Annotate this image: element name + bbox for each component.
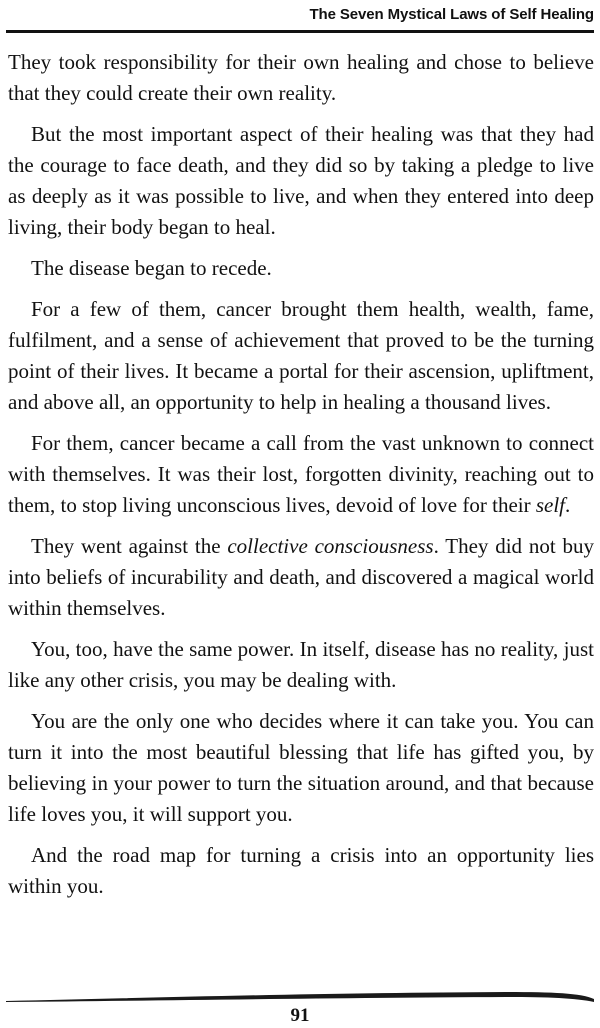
header-rule	[6, 30, 594, 33]
emphasis-collective-consciousness: collective consciousness	[227, 534, 434, 558]
paragraph-collective-consciousness	[8, 531, 594, 624]
footer-swash-rule	[6, 990, 594, 1004]
paragraph-only-one-decides: You are the only one who decides where it can take you. You can turn it into the most beautiful blessing that life has gifted you, by believing in your power to turn the situation around, and that because life loves you, it will support you.	[8, 709, 594, 826]
running-head-title: The Seven Mystical Laws of Self Healing	[309, 6, 594, 23]
paragraph-call-text: For them, cancer became a call from the vast unknown to connect with themselves. It was their lost, forgotten divinity, reaching out to them, to stop living unconscious lives, devoid of love for their	[8, 431, 594, 517]
paragraph-call-end: .	[565, 493, 571, 517]
paragraph-same-power: You, too, have the same power. In itself, disease has no reality, just like any other crisis, you may be dealing with.	[8, 637, 594, 692]
body-text	[8, 47, 594, 912]
page-number: 91	[290, 1005, 310, 1026]
paragraph-courage-to-face-death: But the most important aspect of their healing was that they had the courage to face death, and they did so by taking a pledge to live as deeply as it was possible to live, and when they entered into deep living, their body began to heal.	[8, 122, 594, 239]
paragraph-turning-point: For a few of them, cancer brought them health, wealth, fame, fulfilment, and a sense of achievement that proved to be the turning point of their lives. It became a portal for their ascension, upliftment, and above all, an opportunity to help in healing a thousand lives.	[8, 297, 594, 414]
paragraph-collective-end: . They did not buy into beliefs of incurability and death, and discovered a magical world within themselves.	[8, 534, 594, 620]
paragraph-call-from-unknown	[8, 428, 594, 521]
paragraph-disease-recede: The disease began to recede.	[31, 256, 272, 280]
paragraph-responsibility: They took responsibility for their own healing and chose to believe that they could create their own reality.	[8, 50, 594, 105]
paragraph-collective-text: They went against the	[31, 534, 228, 558]
emphasis-self: self	[535, 493, 566, 517]
paragraph-road-map: And the road map for turning a crisis into an opportunity lies within you.	[8, 843, 594, 898]
